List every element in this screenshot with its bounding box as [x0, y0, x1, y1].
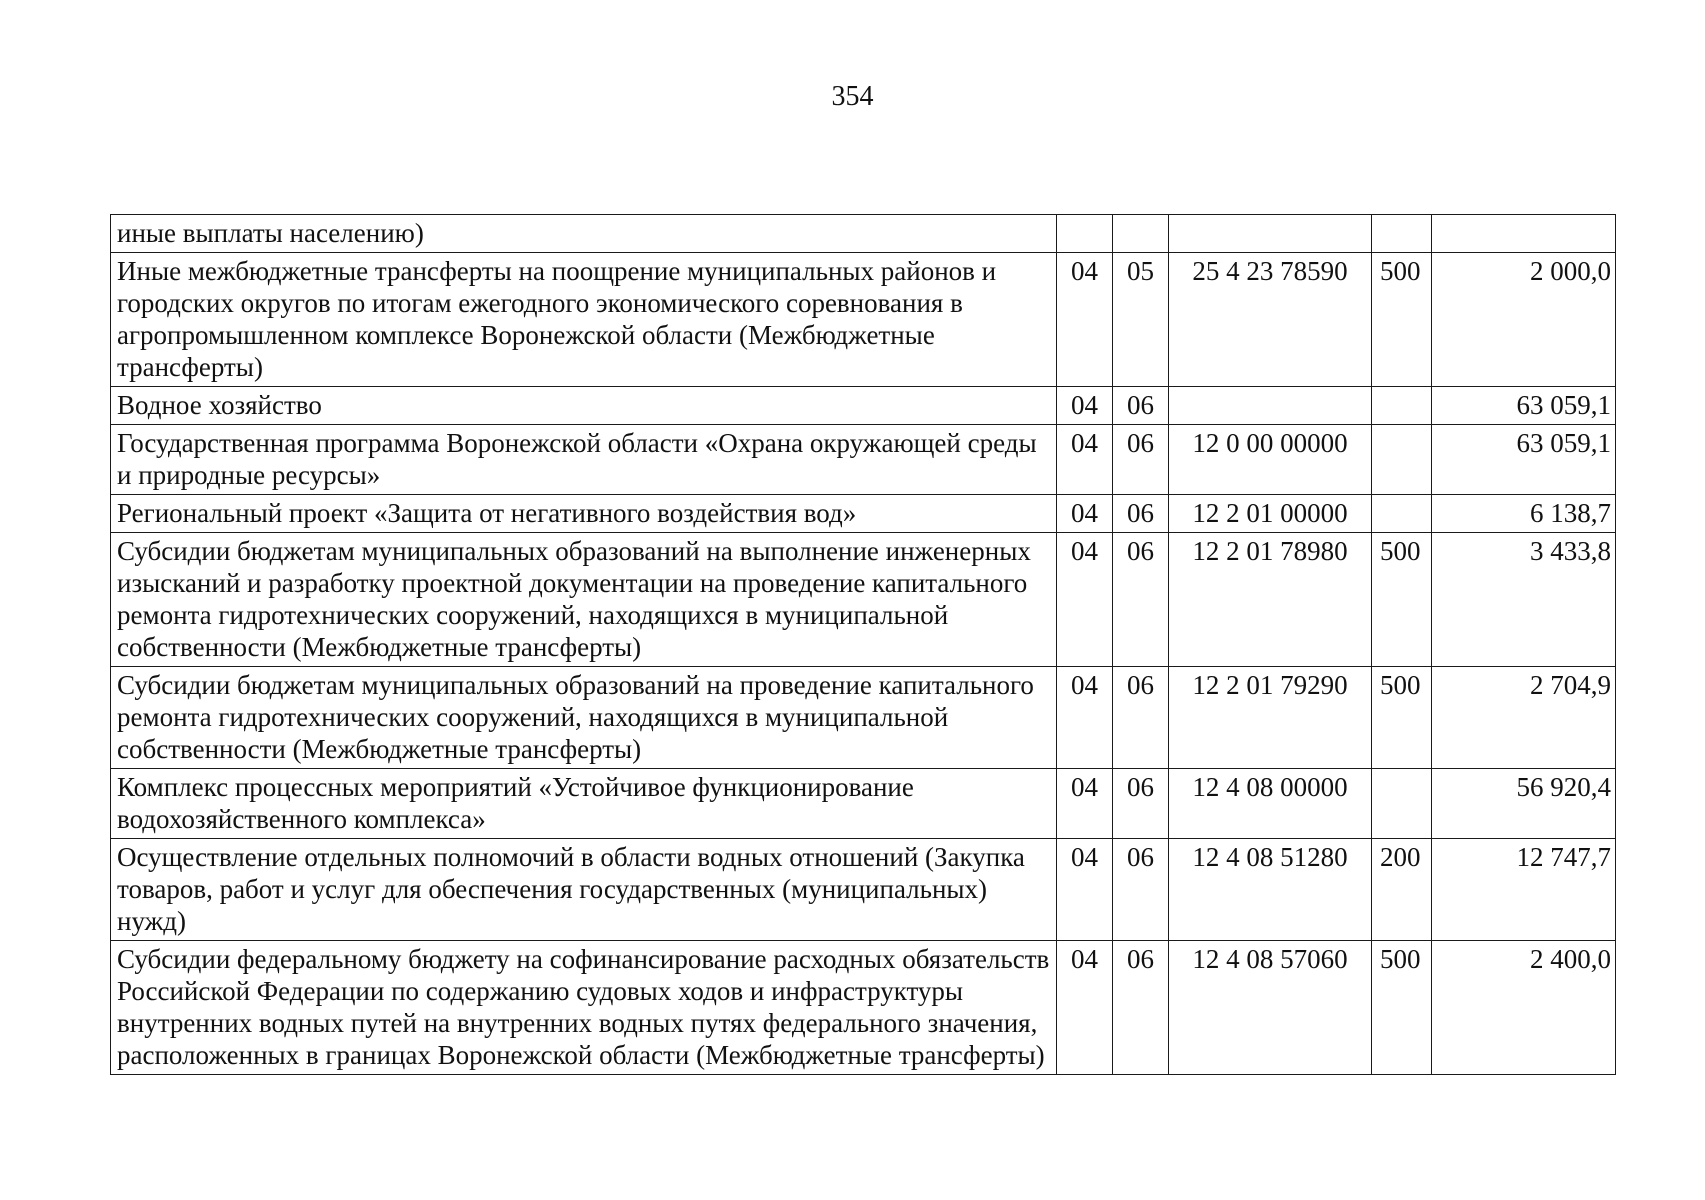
row-target-article-code [1169, 215, 1372, 253]
row-subsection-code [1113, 215, 1169, 253]
row-expense-type-code: 500 [1372, 941, 1432, 1075]
row-amount: 56 920,4 [1432, 769, 1616, 839]
row-section-code: 04 [1057, 495, 1113, 533]
row-section-code: 04 [1057, 253, 1113, 387]
table-row [111, 769, 1616, 839]
row-description: Иные межбюджетные трансферты на поощрение муниципальных районов и городских округов по итогам ежегодного экономического соревнования в агропромышленном комплексе Воронежской области (Межбюджетные трансферты) [111, 253, 1057, 387]
row-expense-type-code [1372, 387, 1432, 425]
table-row [111, 667, 1616, 769]
row-expense-type-code: 200 [1372, 839, 1432, 941]
row-target-article-code: 12 4 08 57060 [1169, 941, 1372, 1075]
row-description: Комплекс процессных мероприятий «Устойчивое функционирование водохозяйственного комплекса» [111, 769, 1057, 839]
row-section-code: 04 [1057, 667, 1113, 769]
row-subsection-code: 06 [1113, 941, 1169, 1075]
row-amount: 12 747,7 [1432, 839, 1616, 941]
row-description: Субсидии бюджетам муниципальных образований на проведение капитального ремонта гидротехнических сооружений, находящихся в муниципальной собственности (Межбюджетные трансферты) [111, 667, 1057, 769]
row-target-article-code: 12 2 01 78980 [1169, 533, 1372, 667]
row-description: Региональный проект «Защита от негативного воздействия вод» [111, 495, 1057, 533]
row-subsection-code: 06 [1113, 495, 1169, 533]
row-description: Водное хозяйство [111, 387, 1057, 425]
row-expense-type-code: 500 [1372, 253, 1432, 387]
row-subsection-code: 06 [1113, 769, 1169, 839]
row-section-code: 04 [1057, 769, 1113, 839]
row-amount: 63 059,1 [1432, 425, 1616, 495]
row-section-code [1057, 215, 1113, 253]
row-section-code: 04 [1057, 425, 1113, 495]
row-section-code: 04 [1057, 839, 1113, 941]
row-target-article-code: 12 2 01 79290 [1169, 667, 1372, 769]
row-section-code: 04 [1057, 387, 1113, 425]
table-row [111, 495, 1616, 533]
row-subsection-code: 06 [1113, 425, 1169, 495]
row-target-article-code: 12 0 00 00000 [1169, 425, 1372, 495]
row-section-code: 04 [1057, 941, 1113, 1075]
row-amount [1432, 215, 1616, 253]
row-subsection-code: 05 [1113, 253, 1169, 387]
table-row [111, 839, 1616, 941]
row-amount: 2 000,0 [1432, 253, 1616, 387]
row-target-article-code: 12 2 01 00000 [1169, 495, 1372, 533]
table-row [111, 533, 1616, 667]
page-number: 354 [831, 81, 874, 112]
row-expense-type-code [1372, 495, 1432, 533]
row-expense-type-code: 500 [1372, 667, 1432, 769]
row-description: Государственная программа Воронежской области «Охрана окружающей среды и природные ресурсы» [111, 425, 1057, 495]
row-subsection-code: 06 [1113, 533, 1169, 667]
row-amount: 63 059,1 [1432, 387, 1616, 425]
row-description: иные выплаты населению) [111, 215, 1057, 253]
row-target-article-code [1169, 387, 1372, 425]
table-row [111, 253, 1616, 387]
row-amount: 2 704,9 [1432, 667, 1616, 769]
row-expense-type-code: 500 [1372, 533, 1432, 667]
table-row [111, 387, 1616, 425]
row-amount: 2 400,0 [1432, 941, 1616, 1075]
row-expense-type-code [1372, 425, 1432, 495]
row-description: Субсидии бюджетам муниципальных образований на выполнение инженерных изысканий и разработку проектной документации на проведение капитального ремонта гидротехнических сооружений, находящихся в муниципальной собственности (Межбюджетные трансферты) [111, 533, 1057, 667]
table-row [111, 425, 1616, 495]
row-target-article-code: 12 4 08 51280 [1169, 839, 1372, 941]
row-expense-type-code [1372, 215, 1432, 253]
row-amount: 3 433,8 [1432, 533, 1616, 667]
row-section-code: 04 [1057, 533, 1113, 667]
row-subsection-code: 06 [1113, 387, 1169, 425]
row-subsection-code: 06 [1113, 667, 1169, 769]
row-description: Осуществление отдельных полномочий в области водных отношений (Закупка товаров, работ и услуг для обеспечения государственных (муниципальных) нужд) [111, 839, 1057, 941]
row-description: Субсидии федеральному бюджету на софинансирование расходных обязательств Российской Федерации по содержанию судовых ходов и инфраструктуры внутренних водных путей на внутренних водных путях федерального значения, расположенных в границах Воронежской области (Межбюджетные трансферты) [111, 941, 1057, 1075]
table-row [111, 941, 1616, 1075]
row-target-article-code: 25 4 23 78590 [1169, 253, 1372, 387]
row-target-article-code: 12 4 08 00000 [1169, 769, 1372, 839]
table-row [111, 215, 1616, 253]
row-expense-type-code [1372, 769, 1432, 839]
budget-table [110, 214, 1616, 1075]
row-amount: 6 138,7 [1432, 495, 1616, 533]
row-subsection-code: 06 [1113, 839, 1169, 941]
